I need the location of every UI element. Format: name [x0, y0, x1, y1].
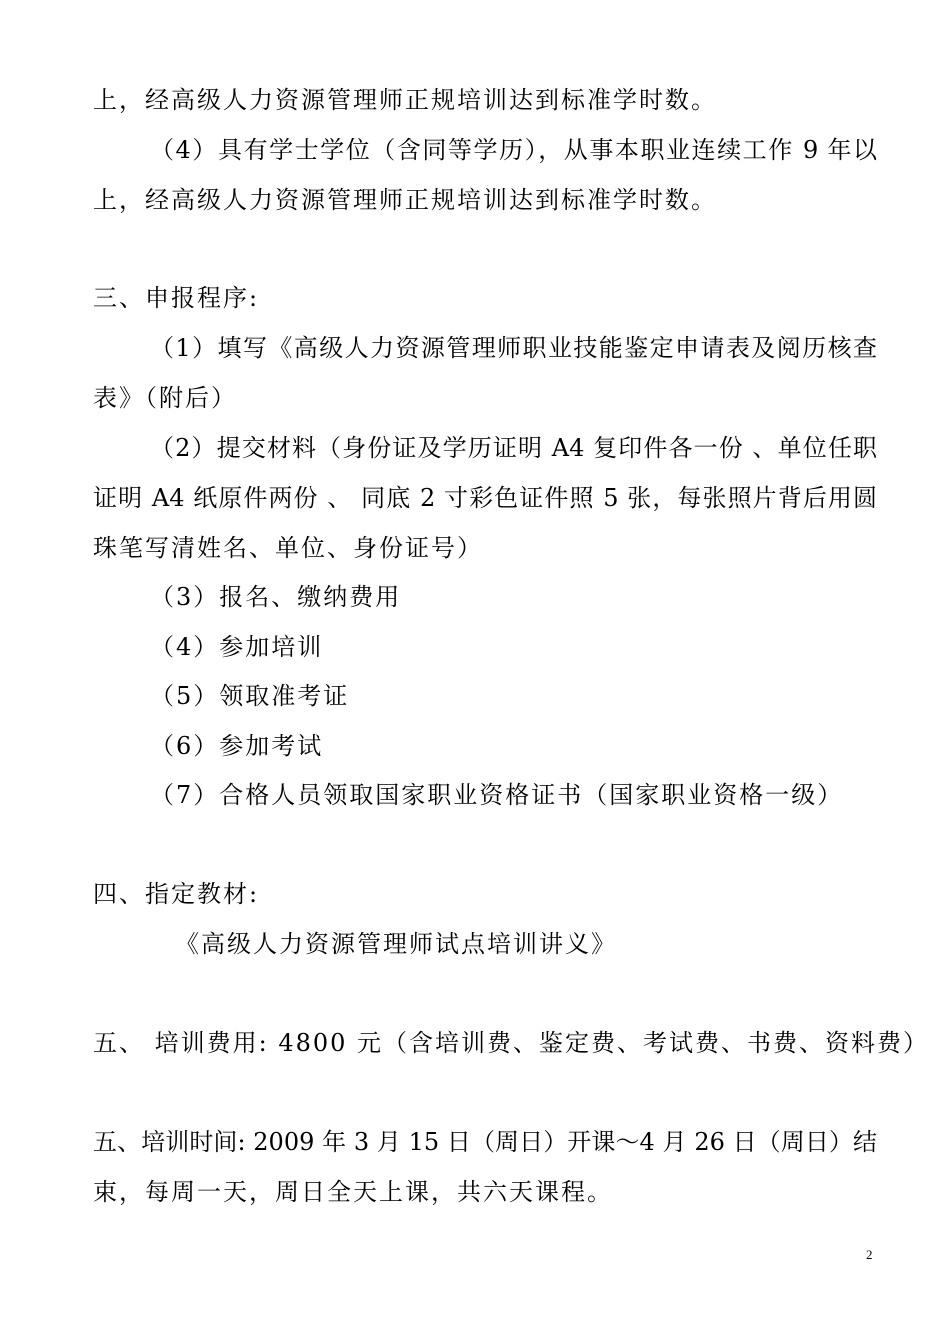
page-number: 2 [866, 1247, 873, 1262]
textbook-title: 《高级人力资源管理师试点培训讲义》 [175, 930, 617, 958]
paragraph-line: 上，经高级人力资源管理师正规培训达到标准学时数。 [93, 86, 717, 114]
paragraph-line: （2）提交材料（身份证及学历证明 A4 复印件各一份 、单位任职 [150, 434, 877, 462]
list-item: （4）参加培训 [150, 633, 324, 661]
section-heading: 五、 培训费用: 4800 元（含培训费、鉴定费、考试费、书费、资料费） [93, 1029, 930, 1057]
list-item: （6）参加考试 [150, 732, 324, 760]
section-heading: 四、指定教材: [93, 880, 260, 908]
list-item: （5）领取准考证 [150, 682, 350, 710]
paragraph-line: 上，经高级人力资源管理师正规培训达到标准学时数。 [93, 186, 717, 214]
paragraph-line: （1）填写《高级人力资源管理师职业技能鉴定申请表及阅历核查 [150, 334, 877, 362]
section-heading: 三、申报程序: [93, 284, 260, 312]
section-heading: 五、培训时间: 2009 年 3 月 15 日（周日）开课～4 月 26 日（周日）结 [93, 1128, 877, 1156]
list-item: （3）报名、缴纳费用 [150, 583, 402, 611]
paragraph-line: 证明 A4 纸原件两份 、 同底 2 寸彩色证件照 5 张，每张照片背后用圆 [93, 484, 877, 512]
paragraph-line: 珠笔写清姓名、单位、身份证号） [93, 534, 483, 562]
paragraph-line: 束，每周一天，周日全天上课，共六天课程。 [93, 1178, 613, 1206]
paragraph-line: （4）具有学士学位（含同等学历），从事本职业连续工作 9 年以 [150, 136, 877, 164]
paragraph-line: 表》（附后） [93, 384, 237, 412]
list-item: （7）合格人员领取国家职业资格证书（国家职业资格一级） [150, 781, 844, 809]
